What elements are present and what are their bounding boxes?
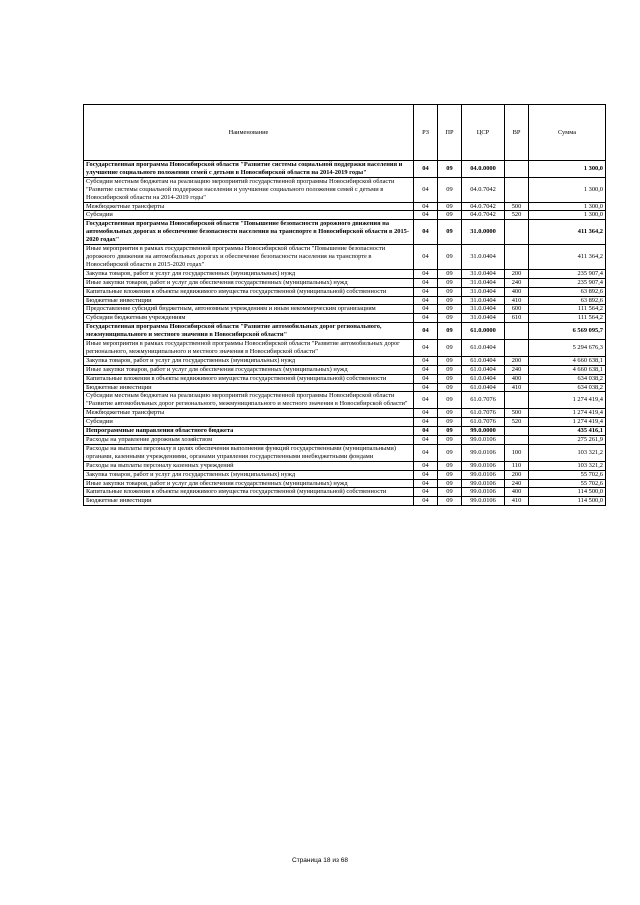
row-vr (505, 392, 529, 409)
header-name: Наименование (84, 105, 414, 161)
table-row (84, 323, 606, 340)
row-vr (505, 161, 529, 178)
row-name: Субсидии (84, 211, 414, 220)
row-rz: 04 (414, 418, 438, 427)
row-csr: 99.0.0106 (462, 444, 505, 461)
table-row (84, 444, 606, 461)
row-rz: 04 (414, 278, 438, 287)
row-sum: 1 300,0 (529, 211, 606, 220)
row-pr: 09 (438, 418, 462, 427)
row-sum: 634 038,2 (529, 374, 606, 383)
row-csr: 04.0.7042 (462, 202, 505, 211)
row-sum: 103 321,2 (529, 444, 606, 461)
row-name: Межбюджетные трансферты (84, 409, 414, 418)
row-rz: 04 (414, 340, 438, 357)
table-row (84, 365, 606, 374)
row-sum: 275 261,9 (529, 436, 606, 445)
row-csr: 99.0.0106 (462, 497, 505, 506)
row-sum: 1 300,0 (529, 161, 606, 178)
row-rz: 04 (414, 497, 438, 506)
header-rz: РЗ (414, 105, 438, 161)
table-row (84, 427, 606, 436)
row-name: Субсидии (84, 418, 414, 427)
header-pr: ПР (438, 105, 462, 161)
row-name: Расходы на выплаты персоналу казенных учреждений (84, 461, 414, 470)
row-rz: 04 (414, 314, 438, 323)
row-vr: 400 (505, 488, 529, 497)
row-rz: 04 (414, 356, 438, 365)
header-csr: ЦСР (462, 105, 505, 161)
row-pr: 09 (438, 374, 462, 383)
row-pr: 09 (438, 305, 462, 314)
row-sum: 435 416,1 (529, 427, 606, 436)
row-name: Непрограммные направления областного бюджета (84, 427, 414, 436)
row-sum: 235 907,4 (529, 278, 606, 287)
table-row (84, 296, 606, 305)
table-row (84, 409, 606, 418)
row-vr: 400 (505, 287, 529, 296)
row-csr: 31.0.0404 (462, 269, 505, 278)
row-pr: 09 (438, 392, 462, 409)
row-sum: 4 660 638,1 (529, 356, 606, 365)
row-name: Капитальные вложения в объекты недвижимого имущества государственной (муниципальной) собственности (84, 287, 414, 296)
table-body (84, 161, 606, 506)
row-vr: 110 (505, 461, 529, 470)
row-sum: 63 892,6 (529, 287, 606, 296)
budget-table (83, 104, 606, 506)
row-vr: 520 (505, 418, 529, 427)
row-pr: 09 (438, 365, 462, 374)
row-sum: 1 300,0 (529, 202, 606, 211)
row-name: Бюджетные инвестиции (84, 296, 414, 305)
row-sum: 103 321,2 (529, 461, 606, 470)
row-rz: 04 (414, 220, 438, 245)
header-sum: Сумма (529, 105, 606, 161)
row-vr: 410 (505, 383, 529, 392)
row-pr: 09 (438, 202, 462, 211)
row-name: Иные мероприятия в рамках государственной программы Новосибирской области "Повышение безопасности дорожного движения на автомобильных дорогах и обеспечение безопасности населения на транспорте в Новосибирской области в 2015-2020 годах" (84, 245, 414, 270)
row-name: Расходы на выплаты персоналу в целях обеспечения выполнения функций государственными (муниципальными) органами, казенными учреждениями, органами управления государственными внебюджетными фондами (84, 444, 414, 461)
row-pr: 09 (438, 287, 462, 296)
row-sum: 6 569 095,7 (529, 323, 606, 340)
row-name: Закупка товаров, работ и услуг для государственных (муниципальных) нужд (84, 356, 414, 365)
row-vr: 410 (505, 296, 529, 305)
row-sum: 1 274 419,4 (529, 409, 606, 418)
table-row (84, 220, 606, 245)
row-sum: 55 702,6 (529, 470, 606, 479)
row-pr: 09 (438, 211, 462, 220)
row-csr: 61.0.7076 (462, 418, 505, 427)
row-sum: 114 500,0 (529, 488, 606, 497)
row-sum: 411 364,2 (529, 245, 606, 270)
row-vr (505, 436, 529, 445)
row-name: Субсидии местным бюджетам на реализацию мероприятий государственной программы Новосибирской области "Развитие системы социальной поддержки населения и улучшение социального положения семей с детьми в Новосибирской области на 2014-2019 годы" (84, 177, 414, 202)
table-row (84, 418, 606, 427)
row-csr: 31.0.0404 (462, 305, 505, 314)
header-vr: ВР (505, 105, 529, 161)
table-row (84, 356, 606, 365)
table-row (84, 383, 606, 392)
row-vr: 200 (505, 356, 529, 365)
row-name: Бюджетные инвестиции (84, 497, 414, 506)
row-name: Государственная программа Новосибирской области "Повышение безопасности дорожного движения на автомобильных дорогах и обеспечение безопасности населения на транспорте в Новосибирской области в 2015-2020 годах" (84, 220, 414, 245)
row-sum: 1 274 419,4 (529, 392, 606, 409)
row-pr: 09 (438, 409, 462, 418)
row-rz: 04 (414, 177, 438, 202)
row-pr: 09 (438, 278, 462, 287)
row-pr: 09 (438, 461, 462, 470)
row-rz: 04 (414, 323, 438, 340)
row-pr: 09 (438, 323, 462, 340)
row-name: Субсидии местным бюджетам на реализацию мероприятий государственной программы Новосибирской области "Развитие автомобильных дорог регионального, межмуниципального и местного значения в Новосибирской области" (84, 392, 414, 409)
row-csr: 31.0.0404 (462, 314, 505, 323)
row-vr (505, 220, 529, 245)
row-name: Государственная программа Новосибирской области "Развитие системы социальной поддержки населения и улучшение социального положения семей с детьми в Новосибирской области на 2014-2019 годы" (84, 161, 414, 178)
table-row (84, 202, 606, 211)
row-csr: 99.0.0106 (462, 461, 505, 470)
table-row (84, 436, 606, 445)
row-name: Субсидии бюджетным учреждениям (84, 314, 414, 323)
row-vr (505, 427, 529, 436)
row-rz: 04 (414, 436, 438, 445)
row-vr: 410 (505, 497, 529, 506)
row-vr: 520 (505, 211, 529, 220)
row-name: Предоставление субсидий бюджетным, автономным учреждениям и иным некоммерческим организациям (84, 305, 414, 314)
row-pr: 09 (438, 444, 462, 461)
row-sum: 4 660 638,1 (529, 365, 606, 374)
row-rz: 04 (414, 409, 438, 418)
row-sum: 235 907,4 (529, 269, 606, 278)
row-pr: 09 (438, 340, 462, 357)
row-rz: 04 (414, 479, 438, 488)
row-vr: 100 (505, 444, 529, 461)
table-row (84, 479, 606, 488)
row-vr: 610 (505, 314, 529, 323)
table-row (84, 287, 606, 296)
row-csr: 99.0.0106 (462, 488, 505, 497)
row-sum: 63 892,6 (529, 296, 606, 305)
row-name: Закупка товаров, работ и услуг для государственных (муниципальных) нужд (84, 470, 414, 479)
row-name: Государственная программа Новосибирской области "Развитие автомобильных дорог регионального, межмуниципального и местного значения в Новосибирской области" (84, 323, 414, 340)
table-row (84, 211, 606, 220)
row-vr: 240 (505, 479, 529, 488)
row-csr: 99.0.0106 (462, 470, 505, 479)
row-csr: 99.0.0000 (462, 427, 505, 436)
row-name: Капитальные вложения в объекты недвижимого имущества государственной (муниципальной) собственности (84, 488, 414, 497)
row-csr: 31.0.0404 (462, 278, 505, 287)
row-vr (505, 323, 529, 340)
row-csr: 04.0.0000 (462, 161, 505, 178)
table-row (84, 340, 606, 357)
row-vr (505, 340, 529, 357)
table-row (84, 278, 606, 287)
row-csr: 31.0.0404 (462, 245, 505, 270)
row-csr: 31.0.0000 (462, 220, 505, 245)
row-csr: 31.0.0404 (462, 287, 505, 296)
row-pr: 09 (438, 479, 462, 488)
row-rz: 04 (414, 161, 438, 178)
row-vr: 240 (505, 278, 529, 287)
row-sum: 111 564,2 (529, 314, 606, 323)
row-pr: 09 (438, 470, 462, 479)
row-pr: 09 (438, 383, 462, 392)
row-vr (505, 245, 529, 270)
row-pr: 09 (438, 314, 462, 323)
row-rz: 04 (414, 383, 438, 392)
row-pr: 09 (438, 161, 462, 178)
row-csr: 04.0.7042 (462, 211, 505, 220)
row-pr: 09 (438, 269, 462, 278)
row-csr: 31.0.0404 (462, 296, 505, 305)
row-name: Иные закупки товаров, работ и услуг для обеспечения государственных (муниципальных) нужд (84, 479, 414, 488)
table-row (84, 245, 606, 270)
row-csr: 61.0.0404 (462, 383, 505, 392)
row-rz: 04 (414, 374, 438, 383)
table-row (84, 269, 606, 278)
row-csr: 61.0.7076 (462, 409, 505, 418)
row-pr: 09 (438, 497, 462, 506)
row-pr: 09 (438, 177, 462, 202)
row-sum: 114 500,0 (529, 497, 606, 506)
row-vr: 200 (505, 470, 529, 479)
row-rz: 04 (414, 305, 438, 314)
row-vr: 500 (505, 202, 529, 211)
row-rz: 04 (414, 245, 438, 270)
row-csr: 99.0.0106 (462, 436, 505, 445)
row-pr: 09 (438, 436, 462, 445)
row-sum: 1 274 419,4 (529, 418, 606, 427)
table-row (84, 177, 606, 202)
row-vr: 600 (505, 305, 529, 314)
row-sum: 111 564,2 (529, 305, 606, 314)
row-sum: 634 038,2 (529, 383, 606, 392)
table-row (84, 461, 606, 470)
row-pr: 09 (438, 488, 462, 497)
row-name: Расходы на управление дорожным хозяйством (84, 436, 414, 445)
table-row (84, 488, 606, 497)
row-sum: 55 702,6 (529, 479, 606, 488)
row-rz: 04 (414, 269, 438, 278)
row-csr: 61.0.0404 (462, 374, 505, 383)
row-csr: 61.0.0404 (462, 340, 505, 357)
row-rz: 04 (414, 287, 438, 296)
row-pr: 09 (438, 296, 462, 305)
row-rz: 04 (414, 392, 438, 409)
row-vr: 240 (505, 365, 529, 374)
row-pr: 09 (438, 356, 462, 365)
table-row (84, 497, 606, 506)
row-rz: 04 (414, 444, 438, 461)
row-rz: 04 (414, 365, 438, 374)
row-csr: 61.0.7076 (462, 392, 505, 409)
row-csr: 61.0.0404 (462, 356, 505, 365)
row-sum: 5 294 676,3 (529, 340, 606, 357)
row-name: Иные закупки товаров, работ и услуг для обеспечения государственных (муниципальных) нужд (84, 278, 414, 287)
row-rz: 04 (414, 470, 438, 479)
row-sum: 411 364,2 (529, 220, 606, 245)
row-name: Межбюджетные трансферты (84, 202, 414, 211)
row-vr (505, 177, 529, 202)
row-vr: 200 (505, 269, 529, 278)
row-csr: 61.0.0000 (462, 323, 505, 340)
row-sum: 1 300,0 (529, 177, 606, 202)
row-vr: 500 (505, 409, 529, 418)
row-name: Закупка товаров, работ и услуг для государственных (муниципальных) нужд (84, 269, 414, 278)
row-rz: 04 (414, 461, 438, 470)
row-csr: 99.0.0106 (462, 479, 505, 488)
table-row (84, 161, 606, 178)
table-row (84, 314, 606, 323)
table-row (84, 470, 606, 479)
row-csr: 04.0.7042 (462, 177, 505, 202)
table-header-row (84, 105, 606, 161)
page-number: Страница 18 из 68 (292, 857, 348, 864)
row-rz: 04 (414, 427, 438, 436)
row-rz: 04 (414, 488, 438, 497)
row-name: Иные закупки товаров, работ и услуг для обеспечения государственных (муниципальных) нужд (84, 365, 414, 374)
row-pr: 09 (438, 220, 462, 245)
row-name: Иные мероприятия в рамках государственной программы Новосибирской области "Развитие автомобильных дорог регионального, межмуниципального и местного значения в Новосибирской области" (84, 340, 414, 357)
table-row (84, 374, 606, 383)
row-name: Бюджетные инвестиции (84, 383, 414, 392)
table-row (84, 392, 606, 409)
row-pr: 09 (438, 245, 462, 270)
table-row (84, 305, 606, 314)
row-name: Капитальные вложения в объекты недвижимого имущества государственной (муниципальной) собственности (84, 374, 414, 383)
row-csr: 61.0.0404 (462, 365, 505, 374)
row-pr: 09 (438, 427, 462, 436)
row-rz: 04 (414, 211, 438, 220)
row-vr: 400 (505, 374, 529, 383)
row-rz: 04 (414, 202, 438, 211)
row-rz: 04 (414, 296, 438, 305)
